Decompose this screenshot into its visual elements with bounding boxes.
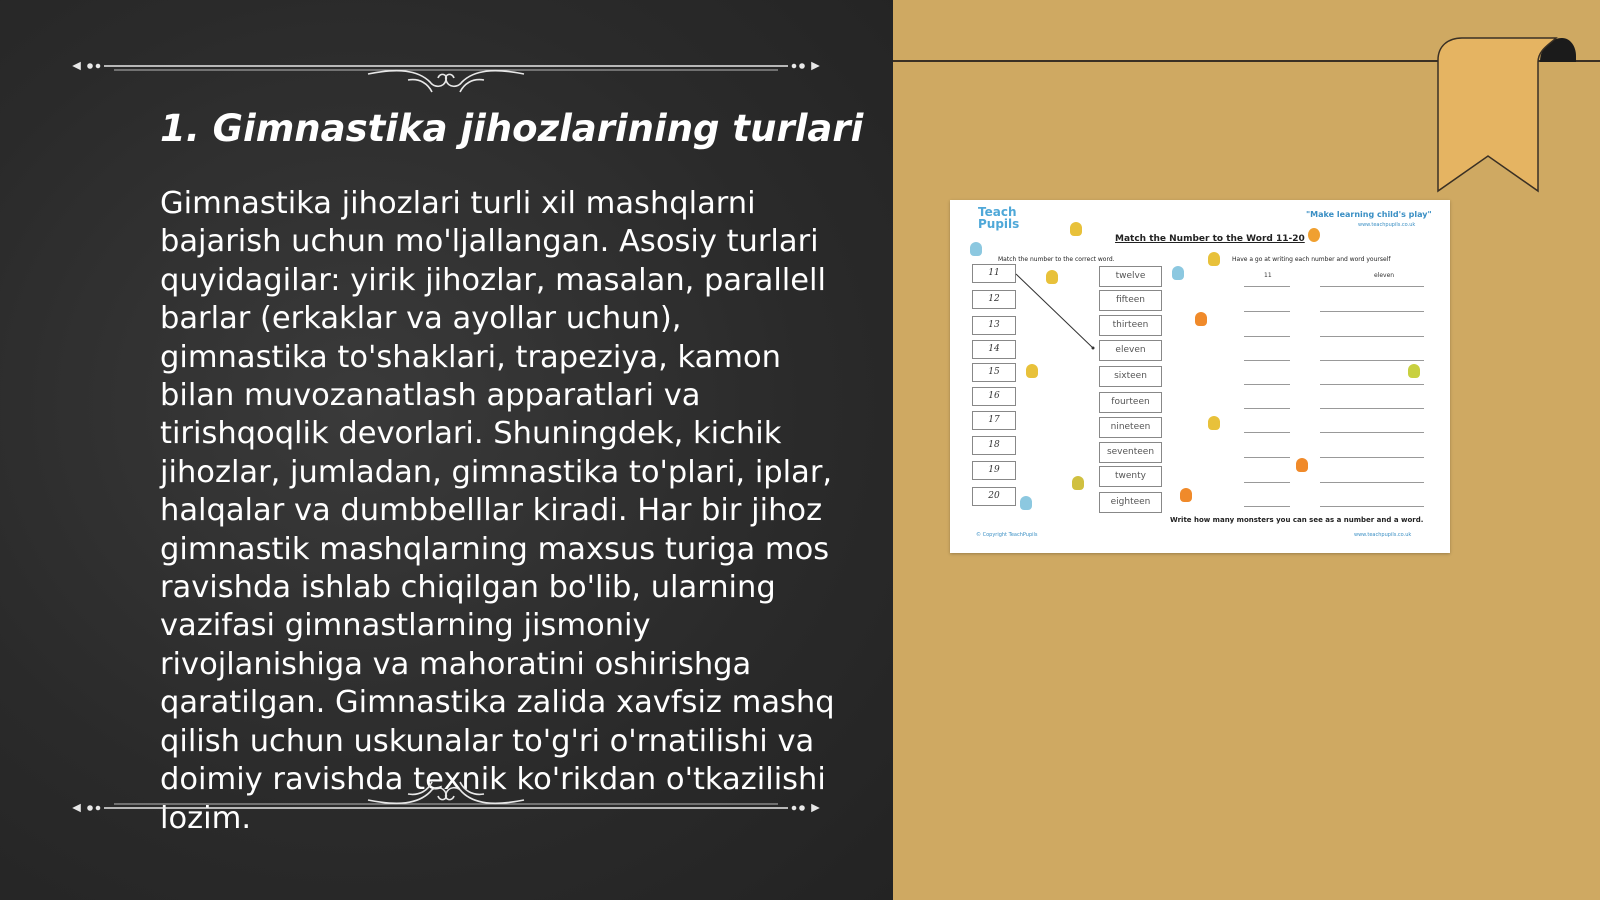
number-box: 19 bbox=[972, 461, 1016, 480]
worksheet-instruction-right: Have a go at writing each number and word yourself bbox=[1232, 256, 1391, 263]
word-box: eighteen bbox=[1099, 492, 1162, 513]
monster-icon bbox=[1296, 458, 1308, 472]
monster-icon bbox=[1208, 416, 1220, 430]
monster-icon bbox=[1020, 496, 1032, 510]
worksheet-tagline: "Make learning child's play" bbox=[1306, 210, 1432, 219]
monster-icon bbox=[970, 242, 982, 256]
worksheet-instruction-left: Match the number to the correct word. bbox=[998, 256, 1115, 263]
number-box: 13 bbox=[972, 316, 1016, 335]
number-box: 14 bbox=[972, 340, 1016, 359]
slide-body-text: Gimnastika jihozlari turli xil mashqlarni bajarish uchun mo'ljallangan. Asosiy turlari quyidagilar: yirik jihozlar, masalan, parallell barlar (erkaklar va ayollar uchun), gimnastika to'shaklari, trapeziya, kamon bilan muvozanatlash apparatlari va tirishqoqlik devorlari. Shuningdek, kichik jihozlar, jumladan, gimnastika to'plari, iplar, halqalar va dumbbelllar kiradi. Har bir jihoz gimnastik mashqlarning maxsus turiga mos ravishda ishlab chiqilgan bo'lib, ularning vazifasi gimnastlarning jismoniy rivojlanishiga va mahoratini oshirishga qaratilgan. Gimnastika zalida xavfsiz mashq qilish uchun uskunalar to'g'ri o'rnatilishi va doimiy ravishda texnik ko'rikdan o'tkazilishi lozim. bbox=[160, 186, 835, 836]
monster-icon bbox=[1195, 312, 1207, 326]
word-box: seventeen bbox=[1099, 442, 1162, 463]
word-box: thirteen bbox=[1099, 315, 1162, 336]
monster-icon bbox=[1046, 270, 1058, 284]
word-box: nineteen bbox=[1099, 417, 1162, 438]
number-box: 11 bbox=[972, 264, 1016, 283]
word-box: twelve bbox=[1099, 266, 1162, 287]
worksheet-footer: Write how many monsters you can see as a number and a word. bbox=[1170, 516, 1424, 524]
number-box: 15 bbox=[972, 363, 1016, 382]
worksheet-title: Match the Number to the Word 11-20 bbox=[1115, 234, 1305, 244]
worksheet-logo: Teach Pupils bbox=[978, 205, 1020, 231]
worksheet-site-top: www.teachpupils.co.uk bbox=[1358, 222, 1416, 228]
monster-icon bbox=[1308, 228, 1320, 242]
monster-icon bbox=[1070, 222, 1082, 236]
number-box: 16 bbox=[972, 387, 1016, 406]
word-box: twenty bbox=[1099, 466, 1162, 487]
slide-title: 1. Gimnastika jihozlarining turlari bbox=[160, 107, 864, 150]
worksheet-word-example: eleven bbox=[1374, 272, 1395, 279]
number-box: 18 bbox=[972, 436, 1016, 455]
word-box: sixteen bbox=[1099, 366, 1162, 387]
monster-icon bbox=[1072, 476, 1084, 490]
word-box: fifteen bbox=[1099, 290, 1162, 311]
bookmark-ribbon bbox=[1434, 36, 1584, 201]
word-box: fourteen bbox=[1099, 392, 1162, 413]
word-box: eleven bbox=[1099, 340, 1162, 361]
monster-icon bbox=[1026, 364, 1038, 378]
monster-icon bbox=[1408, 364, 1420, 378]
monster-icon bbox=[1172, 266, 1184, 280]
monster-icon bbox=[1180, 488, 1192, 502]
worksheet-number-example: 11 bbox=[1264, 272, 1272, 279]
bottom-ornament bbox=[68, 778, 824, 828]
monster-icon bbox=[1208, 252, 1220, 266]
number-box: 12 bbox=[972, 290, 1016, 309]
worksheet-copyright: © Copyright TeachPupils bbox=[976, 532, 1038, 538]
worksheet-image bbox=[950, 200, 1450, 553]
number-box: 20 bbox=[972, 487, 1016, 506]
number-box: 17 bbox=[972, 411, 1016, 430]
worksheet-site-bottom: www.teachpupils.co.uk bbox=[1354, 532, 1412, 538]
top-ornament bbox=[68, 44, 824, 94]
